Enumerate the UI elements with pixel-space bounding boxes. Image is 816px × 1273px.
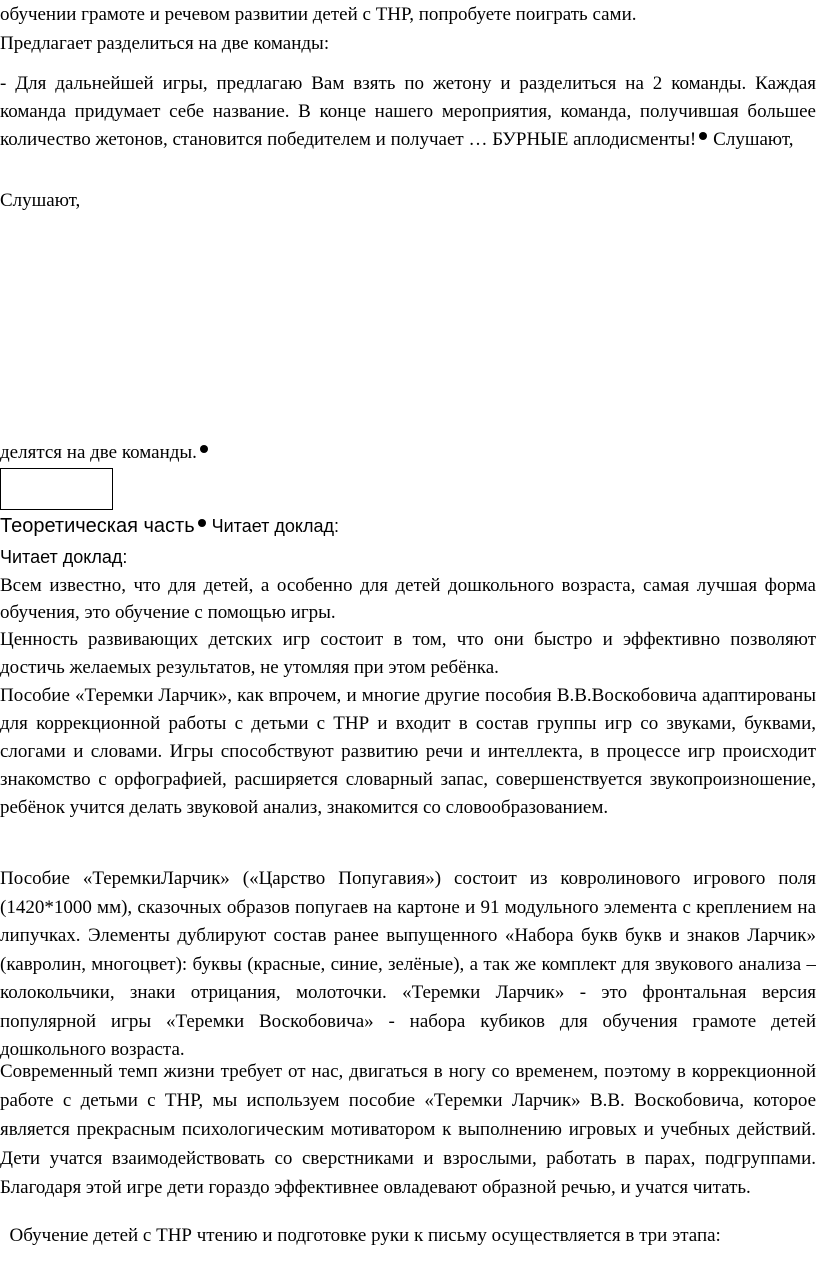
game-paragraph [0,70,816,154]
paragraph-value: Ценность развивающих детских игр состоит в том, что они быстро и эффективно позволяют достичь желаемых результатов, не утомляя при этом ребёнка. [0,629,816,678]
paragraph-composition: Пособие «ТеремкиЛарчик» («Царство Попугавия») состоит из ковролинового игрового поля (1420*1000 мм), сказочных образов попугаев на картоне и 91 модульного элемента с креплением на липучках. Элементы дублируют состав ранее выпущенного «Набора букв букв и знаков Ларчик» (кавролин, многоцвет): буквы (красные, синие, зелёные), а так же комплект для звукового анализа – колокольчики, знаки отрицания, молоточки. «Теремки Ларчик» - это фронтальная версия популярной игры «Теремки Воскобовича» - набора кубиков для обучения грамоте детей дошкольного возраста. [0,868,816,1060]
split-teams-text: делятся на две команды. [0,442,197,463]
listen-inline: Слушают, [713,129,794,150]
paragraph-stages: Обучение детей с ТНР чтению и подготовке руки к письму осуществляется в три этапа: [0,1225,721,1246]
theory-heading-line [0,513,816,540]
bullet-icon [699,132,707,140]
paragraph-modern: Современный темп жизни требует от нас, двигаться в ногу со временем, поэтому в коррекционной работе с детьми с ТНР, мы используем пособие «Теремки Ларчик» В.В. Воскобовича, которое является прекрасным психологическим мотиватором к выполнению игровых и учебных действий. Дети учатся взаимодействовать со сверстниками и взрослыми, работать в парах, подгруппами. Благодаря этой игре дети гораздо эффективнее овладевают образной речью, и учатся читать. [0,1061,816,1198]
game-paragraph-text: - Для дальнейшей игры, предлагаю Вам взять по жетону и разделиться на 2 команды. Каждая команда придумает себе название. В конце нашего мероприятия, команда, получившая большее количество жетонов, становится победителем и получает … БУРНЫЕ аплодисменты! [0,73,816,150]
listen-line: Слушают, [0,190,81,211]
paragraph-best-form: Всем известно, что для детей, а особенно для детей дошкольного возраста, самая лучшая форма обучения, это обучение с помощью игры. [0,575,816,623]
reads-report-inline: Читает доклад: [211,516,339,536]
reads-report-line: Читает доклад: [0,547,128,567]
split-teams-line [0,440,816,466]
intro-line-1: обучении грамоте и речевом развитии детей с ТНР, попробуете поиграть сами. [0,4,637,25]
empty-frame [0,468,113,510]
bullet-icon [198,519,206,527]
theory-heading: Теоретическая часть [0,515,195,537]
intro-line-2: Предлагает разделиться на две команды: [0,33,330,54]
paragraph-manual: Пособие «Теремки Ларчик», как впрочем, и многие другие пособия В.В.Воскобовича адаптированы для коррекционной работы с детьми с ТНР и входит в состав группы игр со звуками, буквами, слогами и словами. Игры способствуют развитию речи и интеллекта, в процессе игр происходит знакомство с орфографией, расширяется словарный запас, совершенствуется звукопроизношение, ребёнок учится делать звуковой анализ, знакомится со словообразованием. [0,685,816,818]
bullet-icon [200,445,208,453]
